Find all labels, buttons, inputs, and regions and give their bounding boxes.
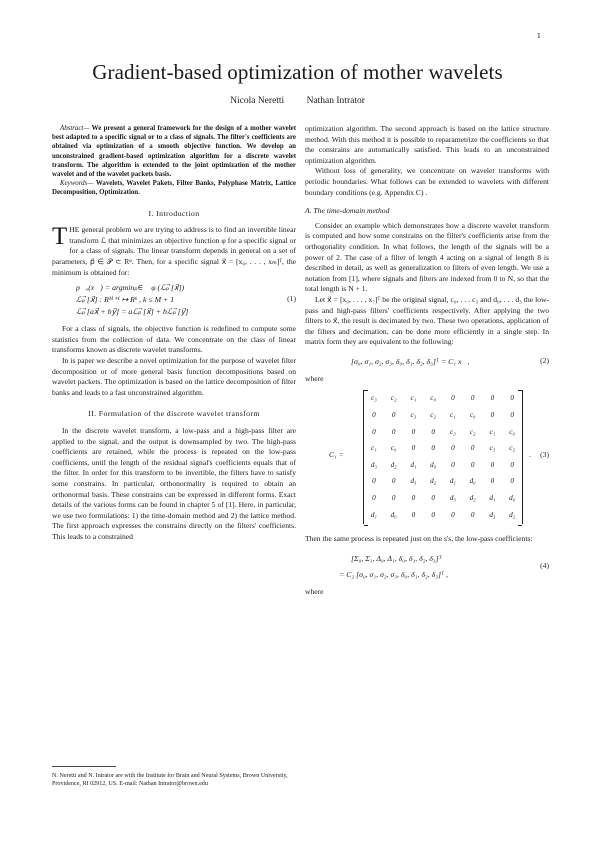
equation-1: [52, 282, 296, 318]
matrix-cell: c₂: [390, 394, 397, 403]
matrix-cell: c₀: [509, 427, 515, 436]
matrix-cell: c₁: [371, 444, 377, 453]
matrix-row: [364, 407, 522, 424]
matrix-cell: d₀: [430, 460, 437, 469]
matrix-cell: 0: [470, 510, 475, 519]
matrix-row: [364, 390, 522, 407]
matrix-cell: 0: [431, 444, 435, 453]
matrix-cell: 0: [490, 394, 495, 403]
matrix-cell: 0: [372, 427, 376, 436]
matrix-cell: 0: [391, 427, 396, 436]
section-heading-introduction: I. Introduction: [148, 208, 200, 218]
drop-cap: T: [52, 223, 68, 251]
matrix-cell: c₂: [430, 411, 436, 420]
right-paragraph-5: Then the same process is repeated just on the s's, the low-pass coefficients:: [305, 534, 533, 544]
matrix-cell: d₃: [410, 477, 417, 486]
left-column: [52, 124, 296, 542]
matrix-cell: 0: [411, 494, 416, 503]
right-paragraph-4: Let x⃗ = [x₀, . . . , x₇]ᵀ be the original signal, c₀, . . . c₃ and d₀, . . . d₃ the low-pass and high-pass filters' coefficients respectively. After applying the two filters to x⃗, the result is decimated by two. These two operations, application of the filters and decimation, can be done more efficiently in a single step. In matrix form they are equivalent to the following:: [305, 294, 549, 347]
matrix-cell: d₁: [410, 460, 417, 469]
author-1: Nicola Neretti: [230, 96, 285, 106]
paper-title: Gradient-based optimization of mother wavelets: [92, 60, 503, 84]
matrix-cell: 0: [510, 477, 514, 486]
matrix-cell: 0: [372, 494, 376, 503]
matrix-row: [364, 424, 522, 441]
matrix-cell: c₂: [469, 427, 476, 436]
matrix-cell: 0: [490, 411, 495, 420]
matrix-cell: 0: [470, 460, 475, 469]
intro-paragraph-1: [52, 225, 296, 278]
matrix-cell: 0: [490, 460, 495, 469]
matrix-cell: d₁: [449, 477, 456, 486]
matrix-row: [364, 473, 522, 490]
matrix-cell: 0: [391, 494, 396, 503]
matrix-cell: 0: [372, 411, 376, 420]
right-paragraph-3: Consider an example which demonstrates how a discrete wavelet transform is computed and how some constrains on the filter's coefficients arise from the orthogonality condition. In what follows, the length of the signals will be a power of 2. The case of a filter of length 4 acting on a signal of length 8 is described in detail, as well as generalization to filters of even length. We use a notation from [1], where signals and filters are indexed from 0 to N, so that the total length is N + 1.: [305, 220, 549, 294]
equation-4-line: [Σ₀, Σ₁, Δ₀, Δ₁, δ₀, δ₁, δ₂, δ₃]ᵀ: [351, 554, 442, 564]
equation-number: (2): [540, 355, 549, 365]
matrix-cell: 0: [411, 510, 416, 519]
right-column: [305, 124, 549, 598]
matrix-cell: 0: [391, 411, 396, 420]
page-number: 1: [536, 32, 541, 40]
matrix-cell: d₂: [469, 494, 476, 503]
matrix-cell: 0: [431, 494, 435, 503]
matrix-c1: [363, 390, 523, 524]
equation-2-line: [σ₀, σ₁, σ₂, σ₃, δ₀, δ₁, δ₂, δ₃]ᵀ = C₁ x⃗,: [351, 356, 470, 366]
matrix-cell: 0: [431, 427, 435, 436]
matrix-period: .: [529, 450, 531, 460]
equation-number: (1): [287, 294, 296, 304]
author-2: Nathan Intrator: [306, 96, 365, 106]
matrix-cell: 0: [372, 477, 376, 486]
matrix-cell: d₀: [469, 477, 476, 486]
matrix-cell: d₂: [430, 477, 437, 486]
matrix-row: [364, 507, 522, 524]
matrix-cell: 0: [510, 411, 514, 420]
matrix-cell: 0: [411, 444, 416, 453]
matrix-cell: c₃: [410, 411, 417, 420]
equation-2: [305, 356, 549, 368]
matrix-equation-3: [305, 390, 549, 526]
matrix-cell: 0: [411, 427, 416, 436]
section-heading-formulation: II. Formulation of the discrete wavelet transform: [88, 409, 260, 419]
matrix-cell: d₁: [489, 494, 496, 503]
right-paragraph-1: optimization algorithm. The second approach is based on the lattice structure method. With this method it is possible to reparametrize the coefficients so that the constrains are automatically satisfied. This leads to an unconstrained optimization algorithm.: [305, 124, 549, 165]
intro-paragraph-1-text: HE general problem we are trying to address is to find an invertible linear transform ℒ that minimizes an objective function φ for a specific signal or for a class of signals. The linear transform depends in general on a set of parameters, p⃗ ∈ 𝒫 ⊂ Rᵠ. Then, for a specific signal x⃗ = [x₀, . . . , xₘ]ᵀ, the minimum is obtained for:: [52, 225, 296, 277]
equation-1-line: ℒₚ⃗ [x⃗] : Rᴹ⁺¹ ↦ Rᵏ , k ≤ M + 1: [76, 295, 175, 305]
matrix-cell: 0: [451, 394, 455, 403]
matrix-cell: c₁: [450, 411, 456, 420]
subsection-heading-time-domain: A. The time-domain method: [305, 206, 390, 216]
equation-4-line: = C₂ [σ₀, σ₁, σ₂, σ₃, δ₀, δ₁, δ₂, δ₃]ᵀ ,: [339, 570, 448, 580]
keywords: [52, 179, 296, 197]
authors: [0, 96, 595, 106]
matrix-cell: 0: [510, 394, 514, 403]
matrix-cell: c₃: [371, 394, 377, 403]
matrix-cell: d₃: [489, 510, 496, 519]
intro-paragraph-3: In is paper we describe a novel optimization for the purpose of wavelet filter decomposition or of more general basis function decompositions based on wavelet packets. The optimization is based on the lattice decomposition of filter banks and leads to a fast unconstrained algorithm.: [52, 355, 296, 397]
matrix-cell: d₃: [449, 494, 456, 503]
equation-number: (3): [540, 450, 549, 460]
equation-1-line: p⃗ₒ(x⃗) = argminₚ∈𝒫 φ (ℒₚ⃗ [x⃗]): [76, 283, 185, 293]
where-text: where: [305, 587, 324, 597]
matrix-cell: 0: [451, 510, 455, 519]
matrix-cell: d₀: [509, 494, 516, 503]
where-text: where: [305, 373, 324, 383]
footnote-rule: [52, 766, 116, 767]
matrix-cell: d₂: [509, 510, 516, 519]
matrix-cell: c₃: [450, 427, 456, 436]
matrix-row: [364, 490, 522, 507]
right-paragraph-2: Without loss of generality, we concentrate on wavelet transforms with periodic boundaries. What follows can be extended to wavelets with different boundary conditions (e.g. Appendix C) .: [305, 166, 549, 197]
matrix-cell: c₂: [509, 444, 515, 453]
matrix-cell: 0: [451, 460, 455, 469]
matrix-cell: 0: [490, 477, 495, 486]
abstract-label: Abstract—: [60, 125, 90, 132]
matrix-cell: c₁: [410, 394, 417, 403]
matrix-cell: 0: [431, 510, 435, 519]
keywords-label: Keywords—: [60, 180, 94, 188]
footnote: N. Neretti and N. Intrator are with the Institute for Brain and Neural Systems, Brown University, Providence, RI 02912, US. E-mail: Nathan Intrator@brown.edu: [52, 773, 288, 788]
matrix-cell: 0: [470, 394, 475, 403]
equation-1-line: ℒₚ⃗ [ax⃗ + by⃗] = aℒₚ⃗ [x⃗] + bℒₚ⃗ [y⃗]: [76, 307, 189, 317]
matrix-cell: 0: [391, 477, 396, 486]
abstract-text: We present a general framework for the design of a mother wavelet best adapted to a specific signal or to a class of signals. The filter's coefficients are obtained via optimization of a smooth objective function. We develop an unconstrained gradient-based optimization algorithm for a discrete wavelet transform. The algorithm is extended to the joint optimization of the mother wavelet and of the wavelet packets basis.: [52, 125, 296, 179]
matrix-cell: d₀: [390, 510, 397, 519]
matrix-cell: 0: [451, 444, 455, 453]
matrix-row: [364, 440, 522, 457]
matrix-cell: c₁: [489, 427, 496, 436]
matrix-cell: 0: [470, 444, 475, 453]
matrix-cell: d₁: [370, 510, 377, 519]
matrix-cell: c₀: [430, 394, 436, 403]
matrix-cell: d₂: [390, 460, 397, 469]
equation-4: [305, 553, 549, 581]
matrix-cell: 0: [510, 460, 514, 469]
abstract: [52, 124, 296, 179]
matrix-cell: d₃: [370, 460, 377, 469]
matrix-row: [364, 457, 522, 474]
matrix-cell: c₀: [390, 444, 397, 453]
matrix-cell: c₃: [489, 444, 496, 453]
intro-paragraph-2: For a class of signals, the objective function is redefined to compute some statistics from the collection of data. We concentrate on the class of linear transforms known as discrete wavelet transforms.: [52, 324, 296, 355]
formulation-paragraph-1: In the discrete wavelet transform, a low-pass and a high-pass filter are applied to the signal, and the output is downsampled by two. The high-pass coefficients are retained, while the process is repeated on the low-pass coefficients, until the length of the residual signal's coefficients equals that of the filter. In order for this transform to be invertible, the filters have to satisfy some constrains. In particular, orthonormality is required to obtain an orthonormal basis. These constrains can be expressed in different forms. Exact details of the various forms can be found in chapter 5 of [1]. Here, in particular, we use two formulations: 1) the time-domain method and 2) the lattice method. The first approach expresses the constrains directly on the filters' coefficients. This leads to a constrained: [52, 425, 296, 541]
matrix-cell: c₀: [469, 411, 476, 420]
keywords-text: Wavelets, Wavelet Pakets, Filter Banks, Polyphase Matrix, Lattice Decomposition, Optimization.: [52, 180, 296, 197]
matrix-label: C₁ =: [329, 450, 344, 460]
equation-number: (4): [540, 561, 549, 571]
